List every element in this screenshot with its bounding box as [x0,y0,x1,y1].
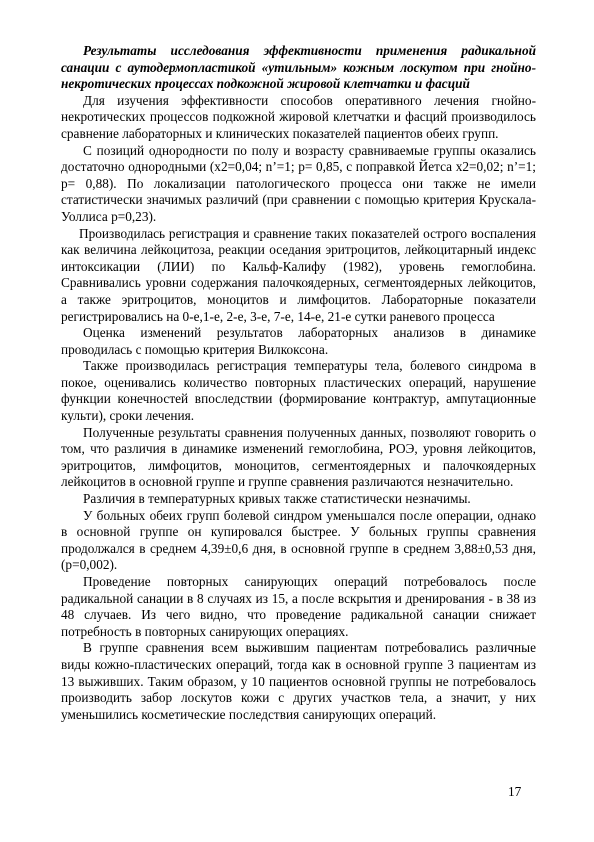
paragraph-group-homogeneity: С позиций однородности по полу и возрасту сравниваемые группы оказались достаточно однородными (x2=0,04; n’=1; p= 0,85, с поправкой Йетса x2=0,02; n’=1; p= 0,88). По локализации патологического процесса они также не имели статистически значимых различий (при сравнении с помощью критерия Крускала-Уоллиса p=0,23). [61,142,536,224]
section-title: Результаты исследования эффективности применения радикальной санации с аутодермопластикой «утильным» кожным лоскутом при гнойно-некротических процессах подкожной жировой клетчатки и фасций [61,43,536,92]
paragraph-inflammation-markers: Производилась регистрация и сравнение таких показателей острого воспаления как величина лейкоцитоза, реакции оседания эритроцитов, лейкоцитарный индекс интоксикации (ЛИИ) по Кальф-Калифу (1982), уровень гемоглобина. Сравнивались уровни содержания палочкоядерных, сегментоядерных лейкоцитов, а также эритроцитов, моноцитов и лимфоцитов. Лабораторные показатели регистрировались на 0-е,1-е, 2-е, 3-е, 7-е, 14-е, 21-е сутки раневого процесса [61,225,536,324]
paragraph-temperature: Различия в температурных кривых также статистически незначимы. [83,491,471,507]
page-content [61,43,536,723]
paragraph-skin-plastic: В группе сравнения всем выжившим пациентам потребовались различные виды кожно-пластических операций, тогда как в основной группе 3 пациентам из 13 выживших. Таким образом, у 10 пациентов основной группы не потребовалось производить забор лоскутов кожи с других участков тела, а значит, у них уменьшились косметические последствия санирующих операций. [61,640,536,722]
paragraph-study-design: Для изучения эффективности способов оперативного лечения гнойно-некротических процессов подкожной жировой клетчатки и фасций производилось сравнение лабораторных и клинических показателей пациентов обеих групп. [61,92,536,141]
paragraph-pain-syndrome: У больных обеих групп болевой синдром уменьшался после операции, однако в основной группе он купировался быстрее. У больных группы сравнения продолжался в среднем 4,39±0,6 дня, в основной группе в среднем 3,88±0,53 дня, (p=0,002). [61,507,536,573]
paragraph-wilcoxon: Оценка изменений результатов лабораторных анализов в динамике проводилась с помощью критерия Вилкоксона. [61,325,536,357]
paragraph-lab-results: Полученные результаты сравнения полученных данных, позволяют говорить о том, что различия в динамике изменений гемоглобина, РОЭ, уровня лейкоцитов, эритроцитов, лимфоцитов, моноцитов, сегментоядерных и палочкоядерных лейкоцитов в основной группе и группе сравнения различаются незначительно. [61,424,536,490]
paragraph-repeat-surgery: Проведение повторных санирующих операций потребовалось после радикальной санации в 8 случаях из 15, а после вскрытия и дренирования - в 38 из 48 случаев. Из чего видно, что проведение радикальной санации снижает потребность в повторных санирующих операциях. [61,574,536,639]
page-number: 17 [508,784,522,799]
paragraph-clinical-parameters: Также производилась регистрация температуры тела, болевого синдрома в покое, оценивались количество повторных пластических операций, нарушение функции конечностей впоследствии (формирование контрактур, ампутационные культи), сроки лечения. [61,358,536,424]
